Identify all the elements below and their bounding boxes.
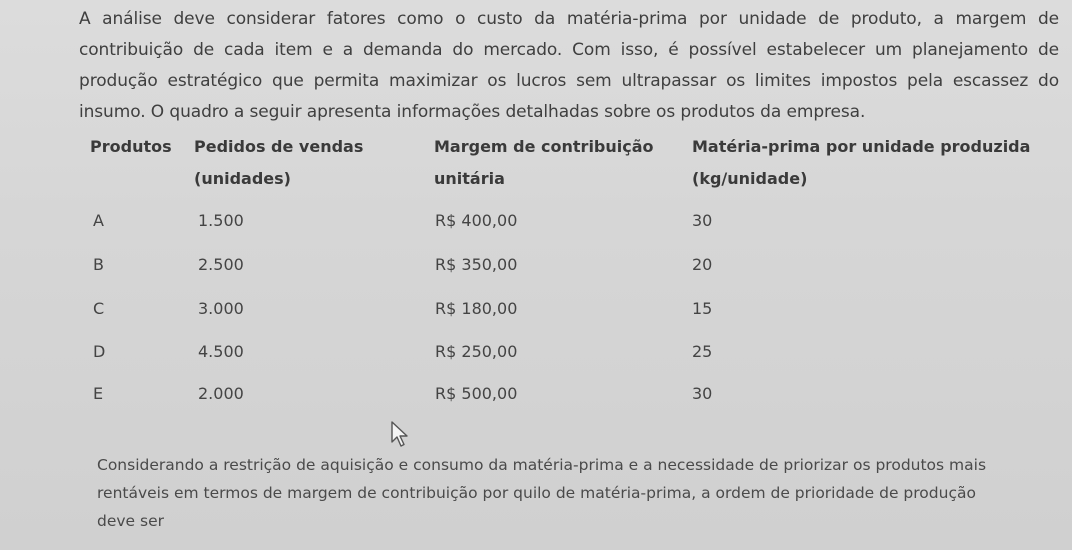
header-materia-line1: Matéria-prima por unidade produzida: [692, 137, 1031, 156]
cell-pedidos: 2.000: [198, 384, 244, 403]
intro-line: produção estratégico que permita maximizar os lucros sem ultrapassar os limites impostos pela escassez do: [79, 71, 1059, 91]
cell-pedidos: 2.500: [198, 255, 244, 274]
cell-margem: R$ 400,00: [435, 211, 518, 230]
header-materia-line2: (kg/unidade): [692, 169, 808, 188]
intro-line: contribuição de cada item e a demanda do mercado. Com isso, é possível estabelecer um planejamento de: [79, 40, 1059, 60]
cell-materia: 25: [692, 342, 713, 361]
cell-pedidos: 1.500: [198, 211, 244, 230]
question-paragraph: [97, 451, 1027, 535]
cell-produto: D: [93, 342, 106, 361]
intro-line: insumo. O quadro a seguir apresenta informações detalhadas sobre os produtos da empresa.: [79, 102, 866, 122]
cell-pedidos: 4.500: [198, 342, 244, 361]
header-pedidos-line2: (unidades): [194, 169, 291, 188]
cell-produto: C: [93, 299, 105, 318]
question-line: rentáveis em termos de margem de contribuição por quilo de matéria-prima, a ordem de prioridade de produção: [97, 484, 976, 502]
mouse-pointer-icon: [390, 420, 414, 448]
header-margem-line2: unitária: [434, 169, 505, 188]
cell-margem: R$ 180,00: [435, 299, 518, 318]
cell-pedidos: 3.000: [198, 299, 244, 318]
cell-materia: 30: [692, 211, 713, 230]
cell-margem: R$ 250,00: [435, 342, 518, 361]
cell-margem: R$ 350,00: [435, 255, 518, 274]
cell-materia: 15: [692, 299, 713, 318]
cell-materia: 30: [692, 384, 713, 403]
cell-produto: B: [93, 255, 104, 274]
cell-produto: A: [93, 211, 104, 230]
header-pedidos-line1: Pedidos de vendas: [194, 137, 364, 156]
intro-line: A análise deve considerar fatores como o custo da matéria-prima por unidade de produto, a margem de: [79, 9, 1059, 29]
question-line: Considerando a restrição de aquisição e consumo da matéria-prima e a necessidade de priorizar os produtos mais: [97, 456, 987, 474]
header-produtos: Produtos: [90, 137, 172, 156]
question-line: deve ser: [97, 512, 164, 530]
header-margem-line1: Margem de contribuição: [434, 137, 654, 156]
cell-margem: R$ 500,00: [435, 384, 518, 403]
cell-produto: E: [93, 384, 104, 403]
cell-materia: 20: [692, 255, 713, 274]
